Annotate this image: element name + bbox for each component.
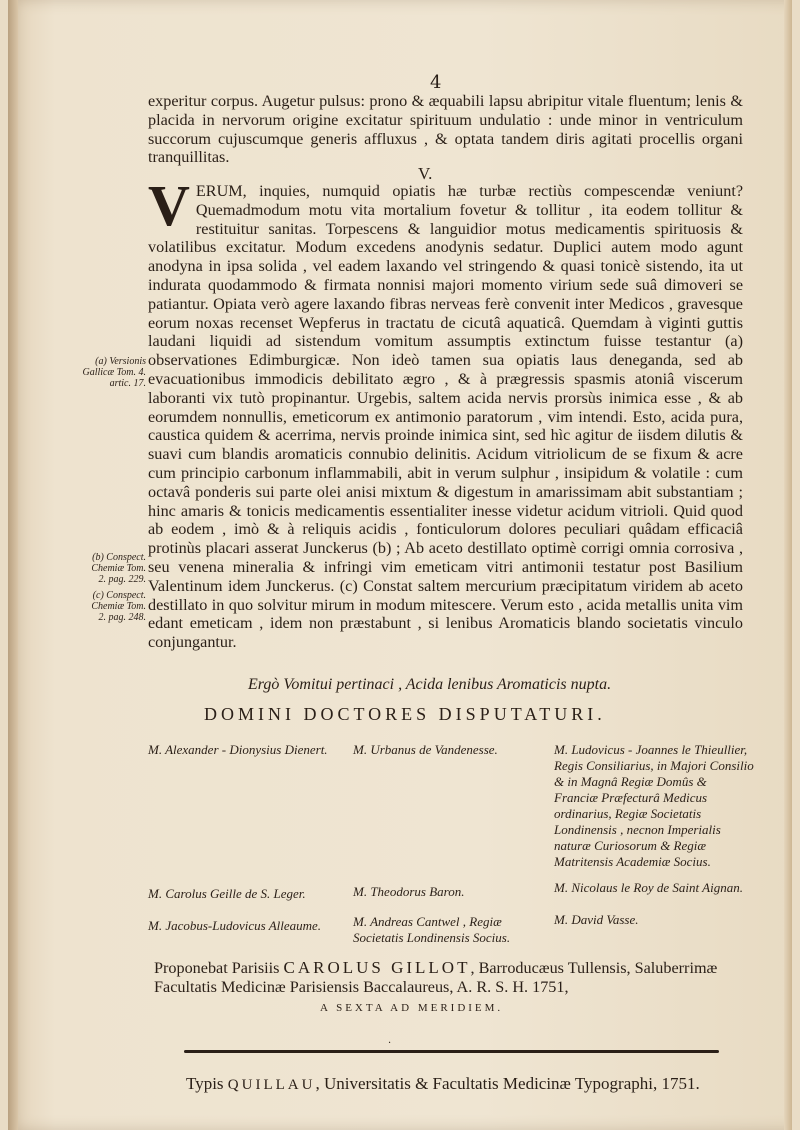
thesis-conclusion: Ergò Vomitui pertinaci , Acida lenibus Aromaticis nupta. [248, 676, 612, 693]
imprint-rest: , Universitatis & Facultatis Medicinæ Typographi, 1751. [315, 1074, 700, 1093]
paragraph-2 [148, 173, 743, 652]
page-edge [784, 0, 792, 1130]
doctor-8: M. Andreas Cantwel , Regiæ Societatis Londinensis Socius. [353, 914, 511, 945]
proponebat-lead: Proponebat Parisiis [154, 959, 284, 977]
disputaturi-heading: DOMINI DOCTORES DISPUTATURI. [204, 704, 606, 724]
paragraph-2-text: ERUM, inquies, numquid opiatis hæ turbæ rectiùs compescendæ veniunt? Quemadmodum motu vita mortalium fovetur & tollitur , ita eodem tollitur & restituitur sanitas. Torpescens & languidior motus medicamentis spirituosis & volatilibus excitatur. Modum excedens anodynis sedatur. Duplici autem modo agunt anodyna in ipsa solida , vel eadem laxando vel stringendo & quasi tonicè sistendo, ita ut indurata quodammodo & firmata nonnisi majori momento virium sede suâ dimoveri se patiantur. Opiata verò agere laxando fibras nerveas ferè convenit inter Medicos , gravesque eorum noxas recenset Wepferus in tractatu de cicutâ aquaticâ. Quemdam à viginti guttis laudani liquidi ad sistendum vomitum assumptis extinctum fuisse testantur (a) observationes Edimburgicæ. Non ideò tamen sua opiatis laus deneganda, sed ab evacuationibus immodicis debilitato ægro , & à prægressis spasmis atoniâ viscerum laboranti vix tutò propinantur. Urgebis, saltem acida nervis prorsùs inimica esse , & ab eorumdem nonnullis, emeticorum ex antimonio paratorum , vim intendi. Esto, acida pura, caustica quidem & acerrima, nervis proinde inimica sint, sed hìc agitur de iisdem dilutis & suavi cum blandis aromaticis connubio delinitis. Acidum vitriolicum de se fixum & acre cum principio carbonum inflammabili, abit in verum sulphur , insipidum & volatile : cum octavâ ponderis sui parte olei anisi mixtum & digestum in amarissimam abit substantiam ; hinc amaris & tonicis medicamentis essentialiter inesse videtur acidum vitrioli. Quid quod ab eodem , imò & à reliquis acidis , fonticulorum dolores peculiari quâdam efficaciâ protinùs placari asserat Junckerus (b) ; Ab aceto destillato optimè corrigi omnia corrosiva , seu venena mineralia & infringi vim emeticam vitri antimonii testatur post Basilium Valentinum idem Junckerus. (c) Constat saltem mercurium præcipitatum viridem ab aceto destillato in quo solvitur mirum in modum mitescere. Verum esto , acida metallis unita vim edant emeticam , idem non præstabunt , si lenibus Aromaticis blando societatis vinculo conjungantur. [148, 182, 743, 652]
paragraph-1: experitur corpus. Augetur pulsus: prono & æquabili lapsu abripitur vitale fluentum; lenis & placida in nervorum origine excitatur spirituum undulatio : unde minor in ventriculum succorum cujuscumque generis affluxus , & optata tandem diris agitati procellis organi tranquillitas. [148, 92, 743, 167]
doctor-4: M. Carolus Geille de S. Leger. [148, 886, 306, 901]
doctor-6: M. Nicolaus le Roy de Saint Aignan. [554, 880, 743, 895]
margin-note-c: (c) Conspect. Chemiæ Tom. 2. pag. 248. [91, 590, 146, 623]
doctor-7: M. Jacobus-Ludovicus Alleaume. [148, 918, 322, 933]
doctor-1: M. Alexander - Dionysius Dienert. [148, 742, 328, 757]
disputation-hours: A SEXTA AD MERIDIEM. [320, 1002, 504, 1014]
section-number: V. [418, 164, 433, 183]
drop-cap: V [148, 173, 190, 238]
doctor-9: M. David Vasse. [554, 912, 639, 927]
printer-name: QUILLAU [227, 1077, 316, 1093]
page-gutter [8, 0, 18, 1130]
book-page [8, 0, 792, 1130]
margin-note-a: (a) Versionis Gallicæ Tom. 4. artic. 17. [82, 356, 146, 389]
proponebat-rest: , Barroducæus Tullensis, Saluberrimæ Facultatis Medicinæ Parisiensis Baccalaureus, A. R. S. H. 1751, [154, 959, 718, 996]
rule-ornament: · [388, 1038, 392, 1049]
doctor-5: M. Theodorus Baron. [353, 884, 465, 899]
page-number: 4 [430, 72, 442, 93]
candidate-name: CAROLUS GILLOT [283, 958, 471, 977]
imprint-lead: Typis [186, 1074, 228, 1093]
margin-note-b: (b) Conspect. Chemiæ Tom. 2. pag. 229. [91, 552, 146, 585]
horizontal-rule [184, 1050, 719, 1053]
doctor-2: M. Urbanus de Vandenesse. [353, 742, 498, 757]
printer-imprint [186, 1074, 700, 1094]
doctor-3: M. Ludovicus - Joannes le Thieullier, Regis Consiliarius, in Majori Consilio & in Magnâ Regiæ Domûs & Franciæ Præfecturâ Medicus ordinarius, Regiæ Societatis Londinensis , necnon Imperialis naturæ Curiosorum & Regiæ Matritensis Academiæ Socius. [554, 742, 754, 869]
proponebat-statement [154, 958, 748, 997]
